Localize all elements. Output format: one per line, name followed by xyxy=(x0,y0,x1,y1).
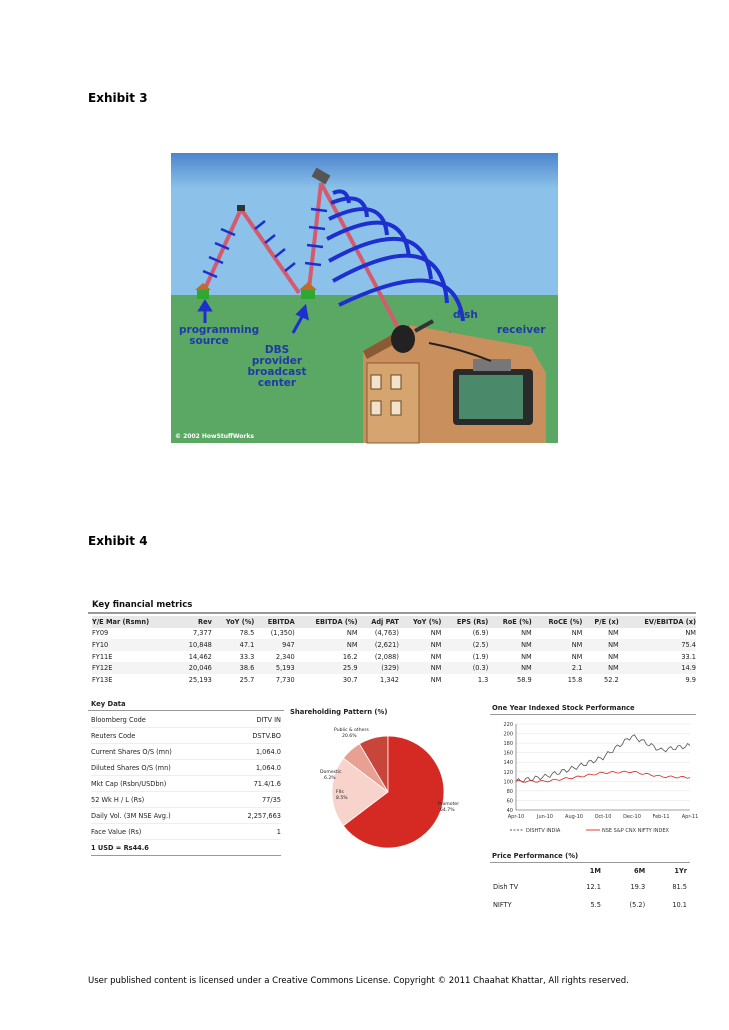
cell: 5,193 xyxy=(275,664,295,673)
cell: 15.8 xyxy=(567,675,583,684)
cell: NM xyxy=(571,652,583,661)
col-header: Y/E Mar (Rsmn) xyxy=(92,617,150,626)
cell: 2.1 xyxy=(571,664,583,673)
dbs-diagram xyxy=(171,153,558,443)
cell: (2.5) xyxy=(472,640,489,649)
key-data-row xyxy=(91,712,281,728)
exhibit-3-label: Exhibit 3 xyxy=(88,91,148,105)
x-tick-label: Oct-10 xyxy=(594,814,612,820)
price-perf-header xyxy=(492,863,688,878)
col-header xyxy=(492,863,560,878)
metrics-title: Key financial metrics xyxy=(92,600,193,610)
pie-value-domestic: 6.2% xyxy=(324,776,336,781)
key-data-row xyxy=(91,760,281,776)
cell: 75.4 xyxy=(681,640,696,649)
key-data-value: 1,064.0 xyxy=(255,763,281,772)
cell: 25.9 xyxy=(342,664,358,673)
key-data-row xyxy=(91,744,281,760)
cell: (1.9) xyxy=(472,652,489,661)
key-data-label: Face Value (Rs) xyxy=(91,827,142,836)
y-tick-label: 100 xyxy=(503,779,513,786)
price-perf-title: Price Performance (%) xyxy=(492,852,579,860)
cell: NIFTY xyxy=(493,901,512,909)
col-header: P/E (x) xyxy=(594,617,619,626)
col-header: RoE (%) xyxy=(502,617,532,626)
cell: 58.9 xyxy=(517,675,532,684)
cell: 2,340 xyxy=(275,652,295,661)
table-row xyxy=(92,628,696,640)
key-data-title: Key Data xyxy=(91,700,126,708)
cell: FY10 xyxy=(92,640,109,649)
fx-rate: 1 USD = Rs44.6 xyxy=(91,843,149,852)
cell: (2,621) xyxy=(374,640,399,649)
key-data-row xyxy=(91,728,281,744)
cell: (329) xyxy=(381,664,399,673)
y-tick-label: 80 xyxy=(506,788,513,795)
cell: 947 xyxy=(282,640,295,649)
table-row xyxy=(92,662,696,674)
x-tick-label: Apr-11 xyxy=(681,814,699,820)
key-data-value: 71.4/1.6 xyxy=(253,779,281,788)
key-data-label: Mkt Cap (Rsbn/USDbn) xyxy=(91,779,167,788)
exhibit-4-label: Exhibit 4 xyxy=(88,534,148,548)
cell: 1,342 xyxy=(380,675,399,684)
cell: 78.5 xyxy=(239,629,255,638)
cell: 10,848 xyxy=(188,640,212,649)
y-tick-label: 220 xyxy=(503,722,513,728)
cell: NM xyxy=(521,664,532,673)
table-row xyxy=(92,639,696,651)
cell: Dish TV xyxy=(493,883,519,891)
stock-performance-panel xyxy=(490,704,699,842)
metrics-header-row xyxy=(92,616,696,628)
x-tick-label: Jun-10 xyxy=(537,814,553,820)
pie-label-fii: FIIs xyxy=(336,790,344,795)
key-data-value: 1 xyxy=(276,827,281,836)
programming-source-label: programming source xyxy=(179,324,260,347)
cell: NM xyxy=(571,640,583,649)
cell: (1,350) xyxy=(270,629,295,638)
key-data-label: Bloomberg Code xyxy=(91,715,146,724)
cell: 47.1 xyxy=(239,640,255,649)
col-header: Rev xyxy=(198,617,212,626)
cell: NM xyxy=(430,629,442,638)
cell: FY13E xyxy=(92,675,113,684)
cell: 81.5 xyxy=(672,883,687,891)
key-data-label: Reuters Code xyxy=(91,731,136,740)
col-header: EV/EBITDA (x) xyxy=(644,617,696,626)
key-data-value: 2,257,663 xyxy=(247,811,281,820)
shareholding-pie xyxy=(288,720,486,856)
key-data-value: DITV IN xyxy=(256,715,281,724)
key-data-label: 52 Wk H / L (Rs) xyxy=(91,795,145,804)
cell: 25,193 xyxy=(188,675,212,684)
pie-label-public: Public & others xyxy=(334,728,369,733)
cell: 25.7 xyxy=(239,675,255,684)
pie-value-fii: 8.5% xyxy=(336,796,348,801)
cell: (6.9) xyxy=(472,629,489,638)
key-data-fx-row xyxy=(91,840,281,856)
cell: (5.2) xyxy=(629,901,646,909)
cell: NM xyxy=(430,675,442,684)
col-header: 1Yr xyxy=(674,866,687,875)
pie-label-promoter: Promoter xyxy=(438,802,460,807)
cell: NM xyxy=(608,629,619,638)
cell: NM xyxy=(608,652,619,661)
cell: 16.2 xyxy=(342,652,358,661)
col-header: EBITDA (%) xyxy=(315,617,358,626)
dbs-center-label: DBS provider broadcast center xyxy=(247,344,307,389)
cell: 20,046 xyxy=(188,664,212,673)
key-data-value: 1,064.0 xyxy=(255,747,281,756)
cell: 5.5 xyxy=(590,901,601,909)
x-tick-label: Feb-11 xyxy=(652,814,670,820)
col-header: EPS (Rs) xyxy=(456,617,489,626)
cell: (4,763) xyxy=(374,629,399,638)
y-tick-label: 120 xyxy=(503,769,513,776)
key-data-label: Diluted Shares O/S (mn) xyxy=(91,763,171,772)
cell: 7,730 xyxy=(275,675,295,684)
metrics-table xyxy=(92,616,696,686)
legend-label: NSE S&P CNX NIFTY INDEX xyxy=(602,828,669,834)
cell: NM xyxy=(430,640,442,649)
cell: NM xyxy=(430,664,442,673)
series-line-dishtv xyxy=(516,735,690,783)
receiver-label: receiver xyxy=(497,324,546,336)
cell: 12.1 xyxy=(586,883,601,891)
y-tick-label: 60 xyxy=(506,798,513,805)
y-tick-label: 40 xyxy=(506,808,513,814)
col-header: EBITDA xyxy=(267,617,295,626)
series-line-nifty xyxy=(516,771,690,782)
pie-label-domestic: Domestic xyxy=(320,770,342,775)
footer-license: User published content is licensed under a Creative Commons License. Copyright © 2011 Chaahat Khattar, All rights reserved. xyxy=(88,976,629,986)
price-performance-panel xyxy=(490,852,690,914)
pie-value-public: 20.6% xyxy=(342,734,357,739)
cell: FY11E xyxy=(92,652,113,661)
cell: NM xyxy=(571,629,583,638)
cell: 33.1 xyxy=(681,652,696,661)
key-data-row xyxy=(91,776,281,792)
cell: NM xyxy=(346,640,358,649)
cell: NM xyxy=(521,640,532,649)
key-data-panel xyxy=(88,700,284,856)
cell: NM xyxy=(346,629,358,638)
cell: 1.3 xyxy=(477,675,489,684)
col-header: Adj PAT xyxy=(371,617,399,626)
table-row xyxy=(92,651,696,663)
cell: (0.3) xyxy=(472,664,489,673)
cell: FY09 xyxy=(92,629,109,638)
key-data-row xyxy=(91,824,281,840)
key-data-row xyxy=(91,792,281,808)
col-header: RoCE (%) xyxy=(548,617,583,626)
chart-axis xyxy=(516,724,690,810)
cell: 52.2 xyxy=(604,675,619,684)
key-data-value: 77/35 xyxy=(261,795,281,804)
key-data-row xyxy=(91,808,281,824)
cell: 10.1 xyxy=(672,901,687,909)
x-tick-label: Apr-10 xyxy=(507,814,525,820)
cell: NM xyxy=(430,652,442,661)
y-tick-label: 140 xyxy=(503,760,513,767)
col-header: 6M xyxy=(634,866,646,875)
col-header: 1M xyxy=(589,866,601,875)
cell: 9.9 xyxy=(685,675,696,684)
col-header: YoY (%) xyxy=(225,617,255,626)
cell: NM xyxy=(608,664,619,673)
key-data-value: DSTV.BO xyxy=(252,731,281,740)
legend-label: DISHTV INDIA xyxy=(526,828,561,834)
cell: NM xyxy=(521,652,532,661)
key-financial-metrics xyxy=(88,600,696,686)
dbs-diagram-graphic xyxy=(171,153,558,443)
price-perf-table xyxy=(492,863,688,914)
key-data-label: Current Shares O/S (mn) xyxy=(91,747,172,756)
key-data-label: Daily Vol. (3M NSE Avg.) xyxy=(91,811,171,820)
cell: 38.6 xyxy=(239,664,255,673)
x-tick-label: Dec-10 xyxy=(623,814,641,820)
diagram-copyright: © 2002 HowStuffWorks xyxy=(175,433,254,440)
y-tick-label: 200 xyxy=(503,731,513,738)
pie-value-promoter: 64.7% xyxy=(440,808,455,813)
cell: 14,462 xyxy=(188,652,212,661)
cell: 33.3 xyxy=(239,652,255,661)
y-tick-label: 180 xyxy=(503,741,513,748)
cell: 19.3 xyxy=(630,883,646,891)
cell: 14.9 xyxy=(681,664,696,673)
dish-label: dish xyxy=(453,309,478,321)
cell: NM xyxy=(608,640,619,649)
cell: 30.7 xyxy=(342,675,358,684)
shareholding-panel xyxy=(288,708,486,856)
y-tick-label: 160 xyxy=(503,750,513,757)
cell: NM xyxy=(685,629,696,638)
table-row xyxy=(92,674,696,686)
table-row xyxy=(492,878,688,896)
cell: 7,377 xyxy=(192,629,212,638)
x-tick-label: Aug-10 xyxy=(565,814,583,820)
stock-chart xyxy=(490,718,699,842)
cell: (2,088) xyxy=(374,652,399,661)
col-header: YoY (%) xyxy=(412,617,442,626)
cell: NM xyxy=(521,629,532,638)
table-row xyxy=(492,896,688,914)
shareholding-title: Shareholding Pattern (%) xyxy=(290,708,388,716)
stock-chart-title: One Year Indexed Stock Performance xyxy=(492,704,635,712)
cell: FY12E xyxy=(92,664,113,673)
